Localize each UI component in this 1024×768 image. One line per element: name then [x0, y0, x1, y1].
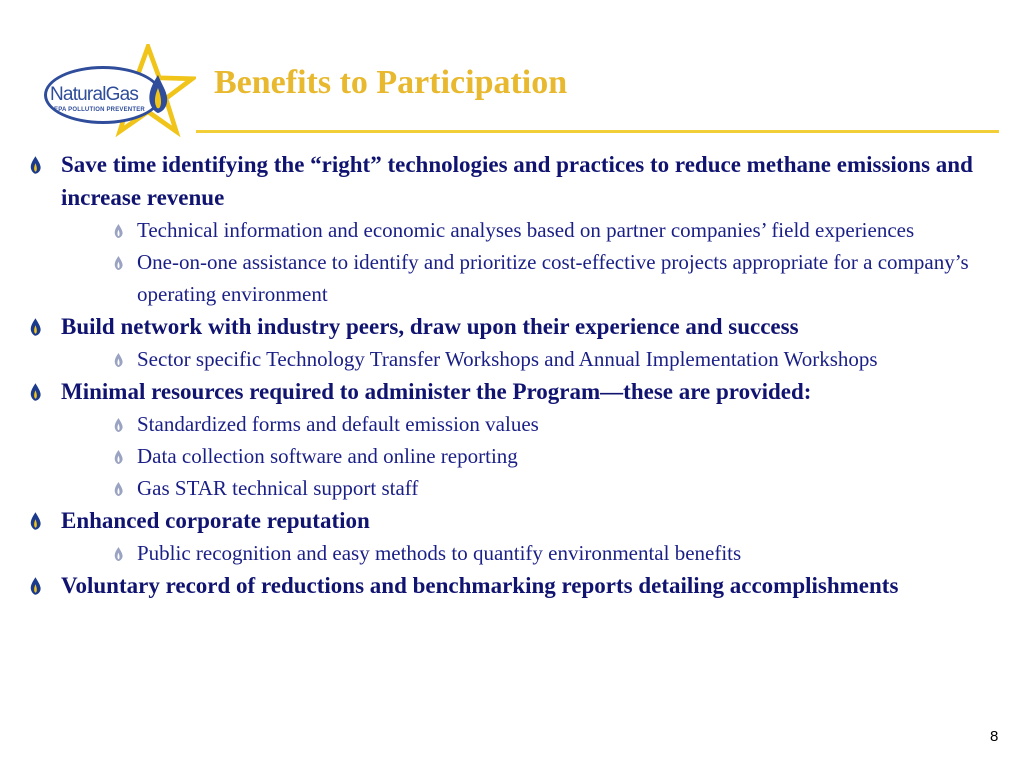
- flame-bullet-icon: [30, 512, 41, 530]
- bullet-item: [30, 569, 990, 602]
- bullet-text: Build network with industry peers, draw upon their experience and success: [61, 314, 799, 339]
- page-number: 8: [990, 728, 999, 745]
- flame-bullet-icon: [114, 418, 123, 432]
- bullet-item: [30, 310, 990, 343]
- flame-bullet-icon: [30, 383, 41, 401]
- title-underline: [196, 130, 999, 133]
- flame-bullet-icon: [114, 224, 123, 238]
- flame-bullet-icon: [30, 577, 41, 595]
- bullet-item: [30, 148, 990, 214]
- bullet-item: [30, 375, 990, 408]
- flame-bullet-icon: [30, 318, 41, 336]
- flame-bullet-icon: [114, 450, 123, 464]
- flame-bullet-icon: [114, 353, 123, 367]
- sub-bullet-item: [30, 440, 990, 472]
- sub-bullet-item: [30, 214, 990, 246]
- sub-bullet-item: [30, 408, 990, 440]
- sub-bullet-text: One-on-one assistance to identify and prioritize cost-effective projects appropriate for a company’s operating environment: [137, 250, 969, 306]
- flame-icon: [147, 74, 169, 114]
- bullet-text: Voluntary record of reductions and benchmarking reports detailing accomplishments: [61, 573, 899, 598]
- slide-title: Benefits to Participation: [214, 64, 568, 101]
- sub-bullet-item: [30, 472, 990, 504]
- logo-wordmark: NaturalGas: [50, 84, 139, 105]
- sub-bullet-text: Standardized forms and default emission values: [137, 412, 539, 436]
- flame-bullet-icon: [30, 156, 41, 174]
- bullet-list: [30, 148, 990, 602]
- natural-gas-star-logo: [40, 44, 196, 138]
- sub-bullet-text: Technical information and economic analyses based on partner companies’ field experiences: [137, 218, 915, 242]
- sub-bullet-item: [30, 246, 990, 310]
- sub-bullet-item: [30, 343, 990, 375]
- flame-bullet-icon: [114, 482, 123, 496]
- sub-bullet-text: Gas STAR technical support staff: [137, 476, 419, 500]
- sub-bullet-text: Public recognition and easy methods to quantify environmental benefits: [137, 541, 742, 565]
- bullet-text: Minimal resources required to administer the Program—these are provided:: [61, 379, 812, 404]
- flame-bullet-icon: [114, 256, 123, 270]
- sub-bullet-item: [30, 537, 990, 569]
- logo-tagline: EPA POLLUTION PREVENTER: [54, 107, 145, 113]
- sub-bullet-text: Data collection software and online reporting: [137, 444, 518, 468]
- bullet-text: Enhanced corporate reputation: [61, 508, 370, 533]
- bullet-item: [30, 504, 990, 537]
- sub-bullet-text: Sector specific Technology Transfer Workshops and Annual Implementation Workshops: [137, 347, 878, 371]
- bullet-text: Save time identifying the “right” technologies and practices to reduce methane emissions and increase revenue: [61, 152, 973, 210]
- flame-bullet-icon: [114, 547, 123, 561]
